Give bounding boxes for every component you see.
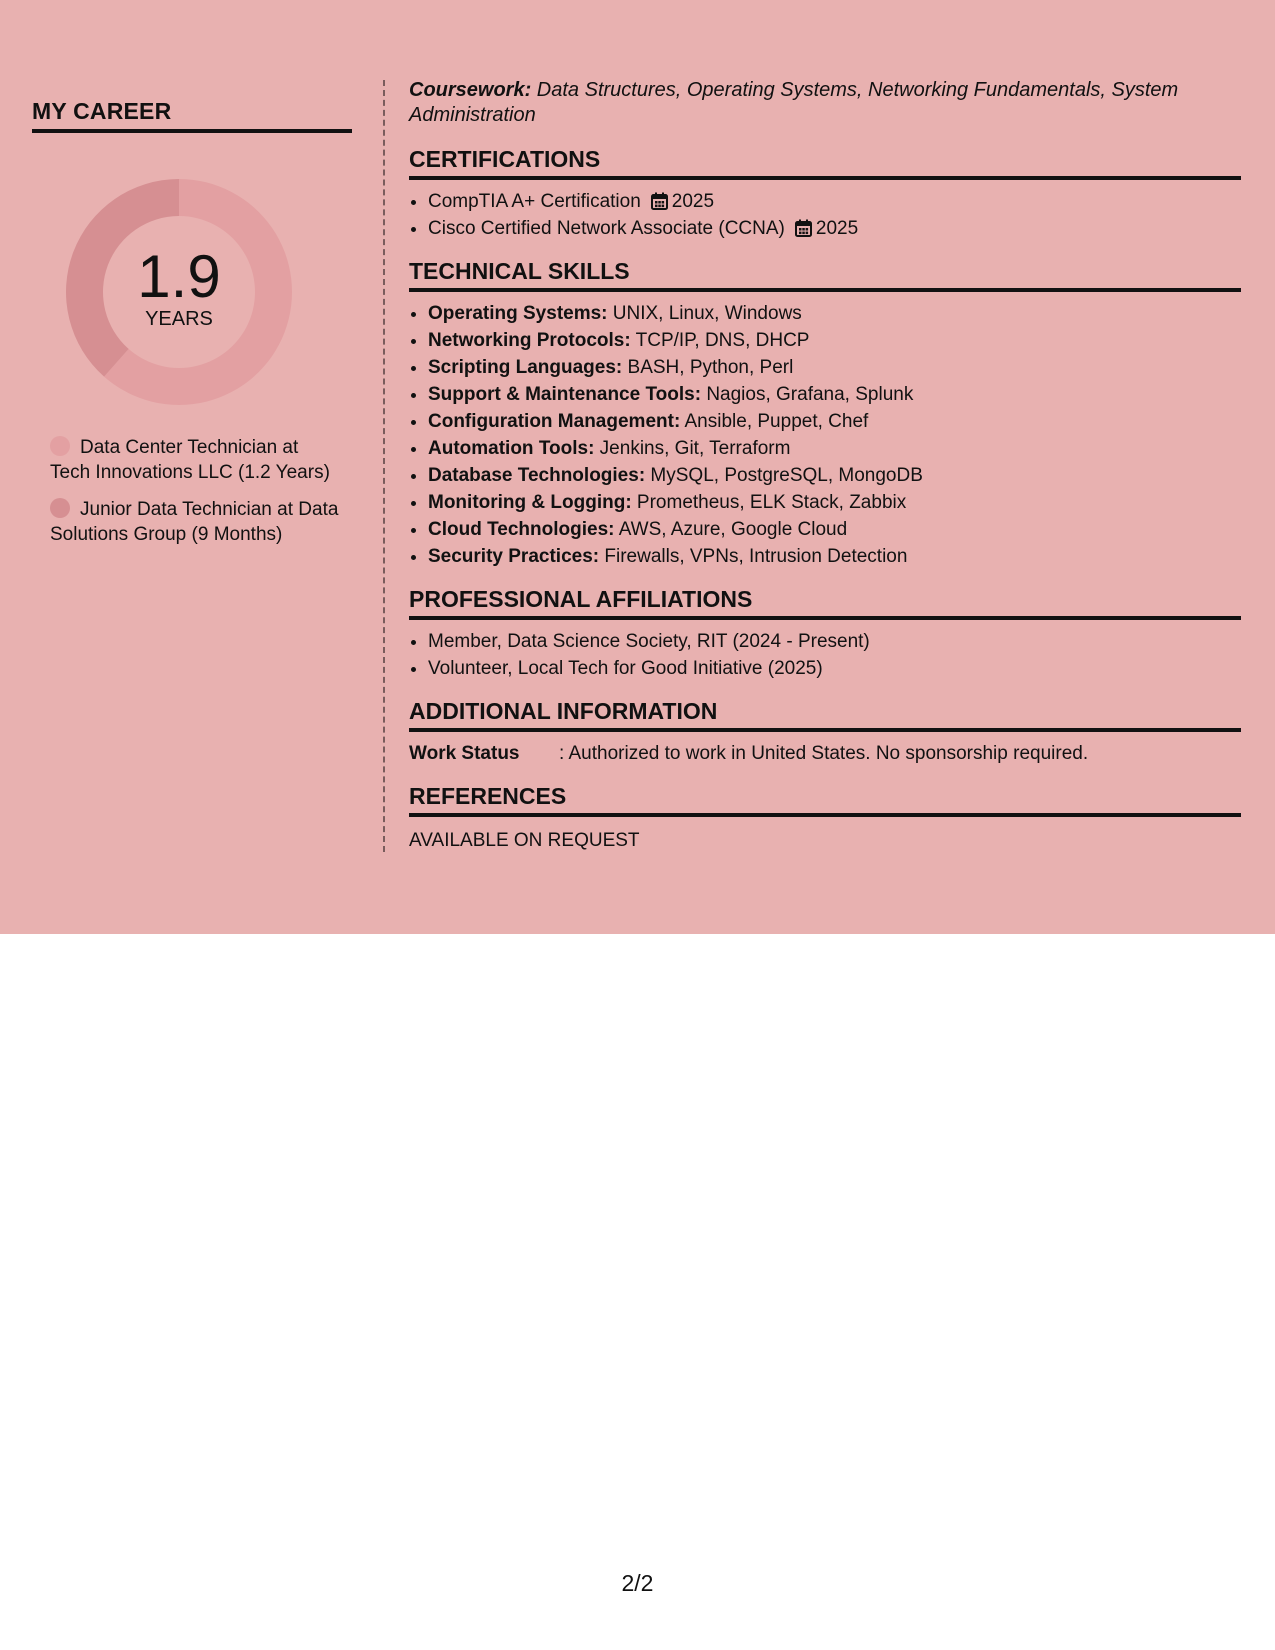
legend-label: Data Center Technician at Tech Innovations LLC (1.2 Years) — [50, 437, 330, 483]
skill-label: Networking Protocols: — [428, 330, 631, 351]
skill-label: Monitoring & Logging: — [428, 492, 632, 513]
career-total-value: 1.9 — [137, 242, 221, 310]
skill-label: Database Technologies: — [428, 465, 646, 486]
skill-value: MySQL, PostgreSQL, MongoDB — [645, 465, 923, 486]
skill-item — [428, 516, 1241, 543]
affiliation-item: • Volunteer, Local Tech for Good Initiative (2025) — [428, 655, 1241, 682]
certifications-title: CERTIFICATIONS — [409, 146, 1241, 180]
donut-center — [64, 177, 294, 407]
skill-value: TCP/IP, DNS, DHCP — [630, 330, 810, 351]
skill-value: Firewalls, VPNs, Intrusion Detection — [599, 546, 908, 567]
skill-value: Jenkins, Git, Terraform — [594, 438, 791, 459]
affiliations-title: PROFESSIONAL AFFILIATIONS — [409, 586, 1241, 620]
skill-label: Automation Tools: — [428, 438, 595, 459]
career-title: MY CAREER — [32, 98, 352, 133]
skill-item — [428, 300, 1241, 327]
legend-dot-icon — [50, 498, 70, 518]
skill-item — [428, 489, 1241, 516]
legend-item-role-2 — [50, 497, 340, 547]
column-divider — [383, 80, 385, 852]
references-text: AVAILABLE ON REQUEST — [409, 830, 640, 851]
skill-item — [428, 462, 1241, 489]
certification-year: 2025 — [815, 218, 859, 239]
additional-info-title: ADDITIONAL INFORMATION — [409, 698, 1241, 732]
skill-value: AWS, Azure, Google Cloud — [614, 519, 848, 540]
coursework — [409, 78, 1241, 128]
skill-label: Operating Systems: — [428, 303, 608, 324]
certifications-list — [409, 188, 1241, 242]
skill-item — [428, 543, 1241, 570]
legend-dot-icon — [50, 436, 70, 456]
legend-label: Junior Data Technician at Data Solutions Group (9 Months) — [50, 499, 339, 545]
work-status-row — [409, 740, 1241, 767]
skills-title: TECHNICAL SKILLS — [409, 258, 1241, 292]
skill-label: Configuration Management: — [428, 411, 681, 432]
skill-item — [428, 381, 1241, 408]
skill-item — [428, 354, 1241, 381]
skill-label: Cloud Technologies: — [428, 519, 615, 540]
calendar-icon — [795, 219, 812, 237]
coursework-label: Coursework: — [409, 79, 532, 101]
skill-value: BASH, Python, Perl — [622, 357, 794, 378]
skill-value: Nagios, Grafana, Splunk — [701, 384, 914, 405]
career-column — [32, 98, 352, 559]
work-status-label: Work Status — [409, 743, 520, 764]
certification-year: 2025 — [671, 191, 715, 212]
main-column — [409, 78, 1241, 854]
affiliations-list — [409, 628, 1241, 682]
skill-value: Prometheus, ELK Stack, Zabbix — [631, 492, 907, 513]
certification-item — [428, 188, 1241, 215]
affiliation-item: • Member, Data Science Society, RIT (2024 - Present) — [428, 628, 1241, 655]
certification-name: Cisco Certified Network Associate (CCNA) — [428, 218, 785, 239]
calendar-icon — [651, 192, 668, 210]
skill-label: Scripting Languages: — [428, 357, 623, 378]
references-title: REFERENCES — [409, 783, 1241, 817]
page-number: 2/2 — [621, 1570, 654, 1596]
skills-list — [409, 300, 1241, 570]
certification-name: CompTIA A+ Certification — [428, 191, 641, 212]
certification-item — [428, 215, 1241, 242]
career-legend — [50, 435, 340, 547]
skill-label: Support & Maintenance Tools: — [428, 384, 702, 405]
legend-item-role-1 — [50, 435, 340, 485]
skill-item — [428, 435, 1241, 462]
skill-item — [428, 408, 1241, 435]
skill-item — [428, 327, 1241, 354]
skill-label: Security Practices: — [428, 546, 600, 567]
work-status-value: : Authorized to work in United States. No sponsorship required. — [559, 743, 1089, 764]
career-donut-chart — [64, 177, 294, 407]
career-total-unit: YEARS — [145, 307, 213, 330]
coursework-text: Data Structures, Operating Systems, Networking Fundamentals, System Administration — [409, 79, 1179, 126]
skill-value: Ansible, Puppet, Chef — [680, 411, 869, 432]
skill-value: UNIX, Linux, Windows — [607, 303, 802, 324]
